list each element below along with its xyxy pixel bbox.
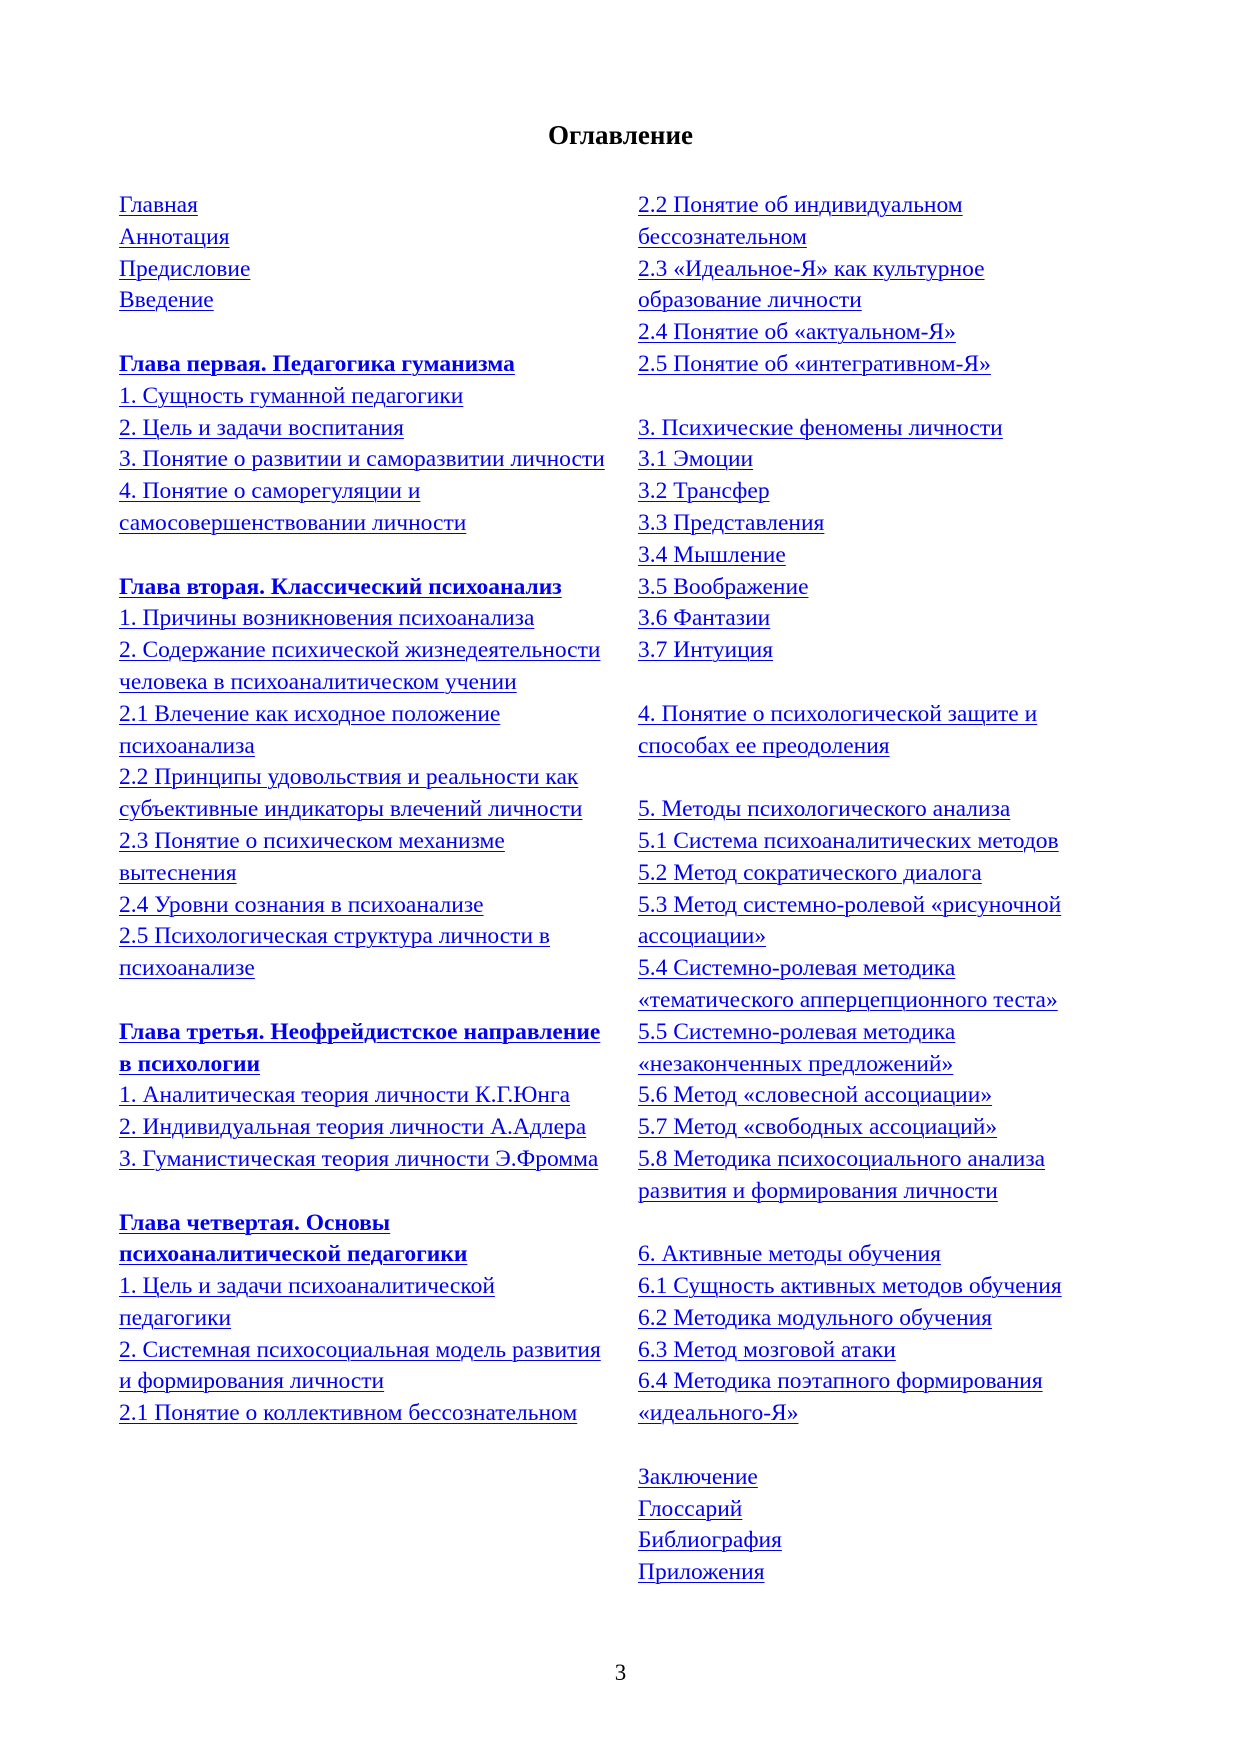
toc-link[interactable]: 5.1 Система психоаналитических методов [638,827,1059,854]
toc-link[interactable]: 1. Цель и задачи психоаналитической педагогики [119,1273,495,1331]
toc-chapter-link[interactable]: Глава третья. Неофрейдистское направление в психологии [119,1018,601,1077]
toc-link[interactable]: 2.3 «Идеальное-Я» как культурное образование личности [638,255,985,314]
toc-link[interactable]: 2.1 Понятие о коллективном бессознательном [119,1400,578,1427]
toc-chapter-link[interactable]: Глава четвертая. Основы психоаналитической педагогики [119,1209,468,1268]
toc-link[interactable]: 4. Понятие о психологической защите и способах ее преодоления [638,700,1038,759]
toc-link[interactable]: 1. Аналитическая теория личности К.Г.Юнга [119,1082,571,1109]
toc-chapter-link[interactable]: Глава вторая. Классический психоанализ [119,573,562,600]
toc-spacer [638,762,1108,794]
toc-link[interactable]: 2. Цель и задачи воспитания [119,414,404,441]
toc-link[interactable]: Приложения [638,1559,765,1586]
toc-link[interactable]: 5.3 Метод системно-ролевой «рисуночной ассоциации» [638,891,1062,950]
toc-link[interactable]: 3. Гуманистическая теория личности Э.Фромма [119,1145,599,1172]
toc-link[interactable]: 3.7 Интуиция [638,637,774,664]
toc-link[interactable]: 1. Причины возникновения психоанализа [119,605,535,632]
toc-spacer [638,1430,1108,1462]
toc-link[interactable]: 6.4 Методика поэтапного формирования «идеального-Я» [638,1368,1043,1427]
toc-link[interactable]: 3.5 Воображение [638,573,809,600]
toc-link[interactable]: 5.8 Методика психосоциального анализа развития и формирования личности [638,1145,1046,1204]
toc-link[interactable]: 3. Психические феномены личности [638,414,1003,441]
toc-link[interactable]: 6. Активные методы обучения [638,1241,941,1268]
page-number: 3 [614,1660,627,1685]
toc-link[interactable]: 2.4 Уровни сознания в психоанализе [119,891,484,918]
toc-link[interactable]: 2.1 Влечение как исходное положение психоанализа [119,700,501,759]
toc-spacer [119,1176,609,1208]
toc-link[interactable]: Главная [119,192,198,218]
toc-spacer [119,317,609,349]
page-title: Оглавление [548,120,693,150]
toc-link[interactable]: 6.1 Сущность активных методов обучения [638,1273,1062,1300]
toc-link[interactable]: 2. Содержание психической жизнедеятельности человека в психоаналитическом учении [119,637,601,695]
toc-right-column [638,190,1108,1589]
toc-link[interactable]: Аннотация [119,223,230,250]
toc-spacer [119,985,609,1017]
toc-link[interactable]: 3.2 Трансфер [638,478,770,505]
toc-link[interactable]: 3.1 Эмоции [638,446,754,473]
toc-link[interactable]: 2.5 Психологическая структура личности в психоанализе [119,923,550,982]
toc-link[interactable]: 6.2 Методика модульного обучения [638,1304,993,1331]
toc-link[interactable]: 5.5 Системно-ролевая методика «незаконченных предложений» [638,1018,956,1077]
toc-link[interactable]: 4. Понятие о саморегуляции и самосовершенствовании личности [119,478,467,536]
toc-spacer [638,381,1108,413]
toc-link[interactable]: 2.5 Понятие об «интегративном-Я» [638,350,991,377]
toc-spacer [638,667,1108,699]
toc-link[interactable]: 2.4 Понятие об «актуальном-Я» [638,319,956,346]
toc-link[interactable]: 1. Сущность гуманной педагогики [119,382,464,409]
toc-chapter-link[interactable]: Глава первая. Педагогика гуманизма [119,350,515,377]
toc-spacer [119,540,609,572]
toc-link[interactable]: 3.6 Фантазии [638,605,771,632]
toc-link[interactable]: Заключение [638,1463,758,1490]
toc-link[interactable]: 5.6 Метод «словесной ассоциации» [638,1082,993,1109]
toc-link[interactable]: 3.4 Мышление [638,541,786,568]
toc-link[interactable]: Библиография [638,1527,782,1554]
toc-link[interactable]: Введение [119,287,214,314]
toc-link[interactable]: 2. Системная психосоциальная модель развития и формирования личности [119,1336,601,1395]
toc-link[interactable]: 6.3 Метод мозговой атаки [638,1336,896,1363]
toc-left-column [119,190,609,1430]
toc-link[interactable]: 5.2 Метод сократического диалога [638,859,982,886]
toc-link[interactable]: Предисловие [119,255,251,282]
toc-link[interactable]: 5. Методы психологического анализа [638,796,1011,823]
toc-link[interactable]: 2.2 Понятие об индивидуальном бессознательном [638,192,963,250]
toc-link[interactable]: 2.2 Принципы удовольствия и реальности как субъективные индикаторы влечений личности [119,764,583,823]
toc-link[interactable]: 5.7 Метод «свободных ассоциаций» [638,1114,998,1141]
toc-spacer [638,1208,1108,1240]
toc-link[interactable]: Глоссарий [638,1495,743,1522]
toc-link[interactable]: 5.4 Системно-ролевая методика «тематического апперцепционного теста» [638,955,1058,1013]
toc-link[interactable]: 3. Понятие о развитии и саморазвитии личности [119,446,605,473]
toc-link[interactable]: 2. Индивидуальная теория личности А.Адлера [119,1114,587,1141]
toc-link[interactable]: 2.3 Понятие о психическом механизме вытеснения [119,827,505,886]
toc-link[interactable]: 3.3 Представления [638,509,825,536]
